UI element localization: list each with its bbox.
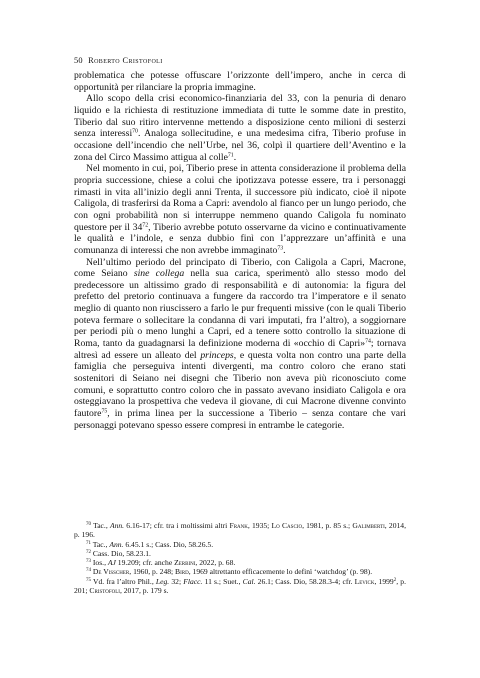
author-name: Cristofoli <box>89 586 120 596</box>
text-run: , Tiberio avrebbe potuto osservarne da vicino e continuativamente le qualità e l’indole, e senza dubbio finì con l’apprezzare un’affinità e una comunanza di interessi che non avrebbe immaginato <box>74 221 406 256</box>
note-reference: 73 <box>277 245 284 252</box>
footnote <box>74 540 406 549</box>
note-reference: 71 <box>86 540 91 546</box>
body-paragraph <box>74 257 406 432</box>
text-run: problematica che potesse offuscare l’orizzonte dell’impero, anche in cerca di opportunità per rilanciare la propria immagine. <box>74 70 406 93</box>
italic-text: sine collega <box>133 268 185 280</box>
italic-text: AJ <box>107 558 116 568</box>
author-name: Lo Cascio <box>271 521 303 530</box>
text-run: 11 s.; Suet., <box>202 576 243 586</box>
text-run: . <box>233 151 237 163</box>
note-reference: 75 <box>86 577 91 583</box>
italic-text: Ann. <box>109 521 125 530</box>
footnote <box>74 567 406 576</box>
page-number: 50 <box>74 56 83 65</box>
footnote <box>74 558 406 567</box>
note-reference: 70 <box>86 522 91 527</box>
body-paragraph <box>74 93 406 163</box>
note-reference: 2 <box>393 577 397 583</box>
note-reference: 74 <box>365 338 371 345</box>
text-run: Vd. fra l’altro Phil., <box>91 576 156 586</box>
body-paragraph <box>74 163 406 256</box>
text-run: , 1999 <box>374 576 394 586</box>
text-run: , 2014, p. 196. <box>74 521 406 540</box>
body-text <box>74 70 406 431</box>
text-run: . <box>283 244 286 256</box>
note-reference: 72 <box>142 221 149 228</box>
italic-text: Flacc. <box>183 576 203 586</box>
note-reference: 72 <box>86 549 91 555</box>
text-run: 6.45.1 s.; Cass. Dio, 58.26.5. <box>123 539 214 549</box>
text-run: , p. 201; <box>74 576 406 596</box>
italic-text: Leg. <box>155 576 170 586</box>
text-run: 32; <box>169 576 184 586</box>
note-reference: 73 <box>86 559 91 565</box>
footnote <box>74 549 406 558</box>
note-reference: 71 <box>227 152 234 158</box>
note-reference: 74 <box>86 568 91 574</box>
author-name: Galimberti <box>352 521 385 530</box>
text-run: , 2017, p. 179 s. <box>119 586 169 596</box>
text-run: Tac., <box>91 539 110 549</box>
text-run: Nel momento in cui, poi, Tiberio prese in attenta considerazione il problema della propria successione, chiese a colui che ipotizzava potesse essere, tra i personaggi rimasti in vita all’inizio degli anni Trenta, il successore più indicato, cioè il nipote Caligola, di trasferirsi da Roma a Capri: avendolo al fianco per un lungo periodo, che con ogni probabilità non si interruppe nemmeno quando Caligola fu nominato questore per il 34 <box>74 163 406 233</box>
text-run: nella sua carica, sperimentò allo stesso modo del predecessore un altissimo grado di responsabilità e di autonomia: la figura del prefetto del pretorio continuava a fungere da raccordo tra l’imperatore e il senato meglio di quanto non riuscissero a farlo le pur frequenti missive (con le quali Tiberio poteva fermare o sollecitare la condanna di vari imputati, fra l’altro), a soggiornare per periodi più o meno lunghi a Capri, ed a tenere sotto controllo la situazione di Roma, tanto da guadagnarsi la definizione moderna di «occhio di Capri» <box>74 268 406 350</box>
note-reference: 70 <box>132 128 138 135</box>
text-run: Allo scopo della crisi economico-finanziaria del 33, con la penuria di denaro liquido e la richiesta di restituzione immediata di tutte le somme date in prestito, Tiberio dal suo ritiro intervenne mettendo a disposizione cento milioni di sesterzi senza interessi <box>74 93 406 140</box>
author-name: Bird <box>175 567 189 577</box>
author-name: Frank <box>229 521 248 530</box>
text-run: 19.209; cfr. anche <box>115 558 175 568</box>
text-run: , in prima linea per la successione a Tiberio – senza contare che vari personaggi potevano spesso essere compresi in entrambe le categorie. <box>74 408 406 431</box>
text-run: . Analoga sollecitudine, e una medesima cifra, Tiberio profuse in occasione dell’incendio che nell’Urbe, nel 36, colpì il quartiere dell’Aventino e la zona del Circo Massimo attigua al colle <box>74 128 407 163</box>
italic-text: Ann. <box>109 539 124 549</box>
text-run: , 1981, p. 85 s.; <box>302 521 353 530</box>
footnote <box>74 577 406 596</box>
text-run: , e questa volta non contro una parte della famiglia che perseguiva intenti divergenti, ma contro coloro che erano stati sostenitori di Seiano nei disegni che Tiberio non aveva più riconosciuto come comuni, e soprattutto contro coloro che in passato avevano insidiato Caligola e ora osteggiavano la prospettiva che vedeva il giovane, di cui Macrone divenne convinto fautore <box>74 349 406 420</box>
italic-text: Cal. <box>242 576 256 586</box>
note-reference: 75 <box>101 408 108 415</box>
author-name: Levick <box>354 576 375 586</box>
author-name: Zerbini <box>174 558 196 568</box>
text-run: 6.16-17; cfr. tra i moltissimi altri <box>124 521 230 530</box>
text-run: Ios., <box>91 558 108 568</box>
running-head-author: Roberto Cristofoli <box>88 56 163 65</box>
text-run: , 1969 altrettanto efficacemente lo definì ‘watchdog’ (p. 98). <box>188 567 373 577</box>
body-paragraph <box>74 70 406 93</box>
text-run: , 1935; <box>247 521 272 530</box>
running-head <box>74 56 163 65</box>
text-run: Cass. Dio, 58.23.1. <box>91 548 151 558</box>
text-run: , 2022, p. 68. <box>195 558 236 568</box>
footnotes <box>74 521 406 595</box>
text-run: Nell’ultimo periodo del principato di Tiberio, con Caligola a Capri, Macrone, come Seiano <box>74 256 406 280</box>
italic-text: princeps <box>200 349 234 361</box>
text-run: 26.1; Cass. Dio, 58.28.3-4; cfr. <box>255 576 355 586</box>
text-run: , 1960, p. 248; <box>129 567 176 577</box>
author-name: De Visscher <box>92 567 130 577</box>
footnote <box>74 521 406 540</box>
text-run: Tac., <box>91 521 110 530</box>
text-run: ; tornava altresì ad essere un alleato del <box>74 338 406 361</box>
